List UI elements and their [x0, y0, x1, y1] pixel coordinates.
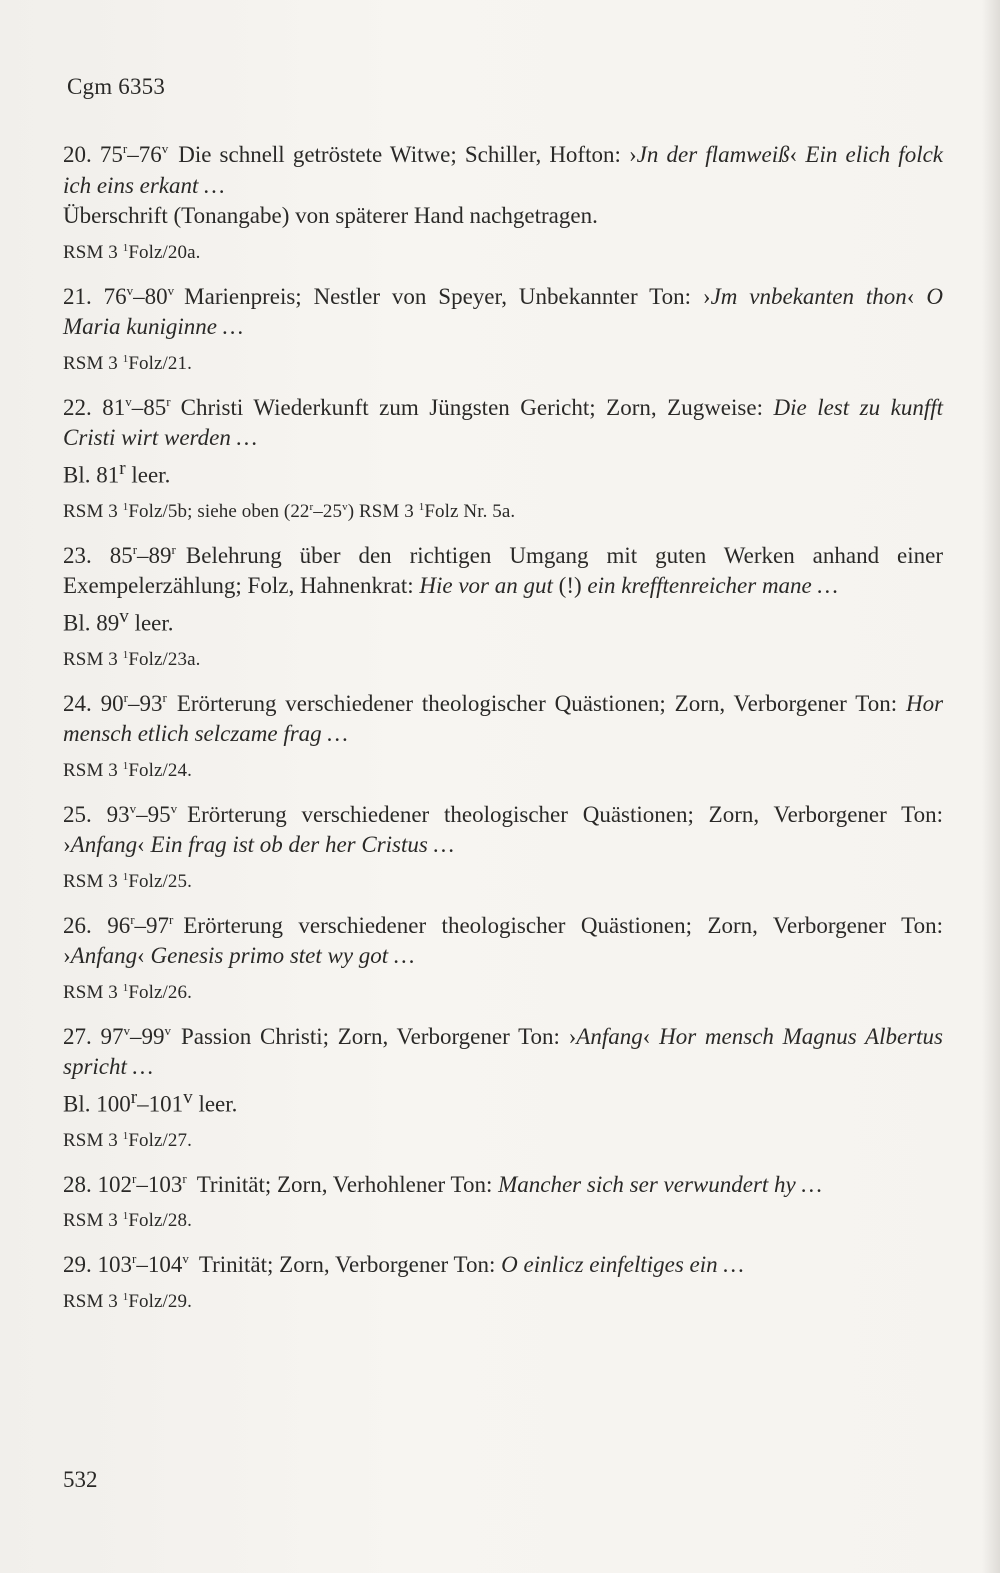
rsm-reference: RSM 3 $^1$Folz/20a. [63, 241, 201, 263]
catalog-entry [63, 689, 943, 784]
page-header: Cgm 6353 [67, 74, 166, 99]
entry-text: Erörterung verschiedener theologischer Quästionen; Zorn, Verborgener Ton: ›Anfang‹ Ein frag ist ob der her Cristus … [63, 801, 944, 858]
entry-text: Marienpreis; Nestler von Speyer, Unbekannter Ton: ›Jm vnbekanten thon‹ O Maria kuniginne … [63, 283, 943, 339]
entry-number: 28. [63, 1171, 98, 1197]
catalog-entry [63, 140, 943, 266]
folio-range: 85$^r$–89$^r$ [109, 541, 176, 568]
folio-range: 96$^r$–97$^r$ [107, 911, 174, 938]
entry-text: Belehrung über den richtigen Umgang mit guten Werken anhand einer Exempelerzählung; Folz, Hahnenkrat: Hie vor an gut (!) ein krefftenreicher mane … [63, 542, 943, 599]
catalog-entry [63, 911, 943, 1006]
rsm-reference: RSM 3 $^1$Folz/5b; siehe oben (22$^r$–25$^v$) RSM 3 $^1$Folz Nr. 5a. [63, 500, 516, 522]
entry-note: Bl. 100$^r$–101$^v$ leer. [63, 1086, 238, 1117]
folio-range: 90$^r$–93$^r$ [100, 689, 167, 716]
entry-text: Erörterung verschiedener theologischer Quästionen; Zorn, Verborgener Ton: ›Anfang‹ Genesis primo stet wy got … [63, 912, 944, 969]
entry-description [63, 282, 943, 343]
entry-note: Bl. 81$^r$ leer. [63, 457, 171, 488]
rsm-reference: RSM 3 $^1$Folz/28. [63, 1210, 192, 1232]
entry-description [63, 1250, 943, 1281]
page-number: 532 [63, 1467, 98, 1492]
entry-text: Erörterung verschiedener theologischer Quästionen; Zorn, Verborgener Ton: Hor mensch etlich selczame frag … [63, 690, 944, 747]
folio-range: 93$^v$–95$^v$ [106, 800, 178, 827]
entry-note: Überschrift (Tonangabe) von späterer Hand nachgetragen. [63, 203, 598, 228]
entry-description [63, 1022, 943, 1083]
rsm-reference: RSM 3 $^1$Folz/29. [63, 1290, 192, 1312]
rsm-reference: RSM 3 $^1$Folz/21. [63, 352, 192, 374]
folio-range: 103$^r$–104$^v$ [97, 1251, 189, 1278]
entry-number: 27. [63, 1023, 101, 1049]
entry-text: Christi Wiederkunft zum Jüngsten Gericht; Zorn, Zugweise: Die lest zu kunfft Cristi wirt werden … [63, 394, 944, 450]
entry-number: 25. [63, 801, 107, 827]
entry-text: Trinität; Zorn, Verhohlener Ton: Mancher sich ser verwundert hy … [196, 1171, 822, 1197]
catalog-entry [63, 800, 943, 895]
entry-description [63, 1170, 943, 1201]
catalog-entry [63, 1250, 943, 1315]
folio-range: 102$^r$–103$^r$ [97, 1170, 187, 1197]
entry-text: Die schnell getröstete Witwe; Schiller, Hofton: ›Jn der flamweiß‹ Ein elich folck ich eins erkant … [63, 142, 944, 198]
rsm-reference: RSM 3 $^1$Folz/27. [63, 1129, 192, 1151]
catalog-entry [63, 541, 943, 673]
rsm-reference: RSM 3 $^1$Folz/25. [63, 870, 192, 892]
folio-range: 97$^v$–99$^v$ [100, 1022, 171, 1049]
entry-description [63, 541, 943, 602]
rsm-reference: RSM 3 $^1$Folz/26. [63, 981, 192, 1003]
entry-number: 26. [63, 912, 108, 938]
catalog-entry [63, 1170, 943, 1235]
folio-range: 76$^v$–80$^v$ [103, 282, 175, 309]
catalog-entry [63, 393, 943, 525]
entry-number: 24. [63, 690, 101, 716]
entry-note: Bl. 89$^v$ leer. [63, 605, 174, 636]
catalog-entry [63, 1022, 943, 1154]
rsm-reference: RSM 3 $^1$Folz/23a. [63, 648, 201, 670]
catalog-entry [63, 282, 943, 377]
entry-description [63, 140, 943, 201]
entry-description [63, 689, 943, 750]
page-edge-shadow [982, 0, 1000, 1573]
entry-number: 20. [63, 142, 100, 167]
folio-range: 81$^v$–85$^r$ [102, 393, 171, 420]
entry-number: 23. [63, 542, 110, 568]
entry-text: Trinität; Zorn, Verborgener Ton: O einlicz einfeltiges ein … [198, 1252, 744, 1278]
entry-number: 29. [63, 1252, 98, 1278]
entry-number: 22. [63, 394, 103, 420]
rsm-reference: RSM 3 $^1$Folz/24. [63, 759, 192, 781]
catalog-entries [63, 140, 943, 1331]
entry-number: 21. [63, 283, 104, 309]
entry-description [63, 800, 943, 861]
folio-range: 75$^r$–76$^v$ [99, 141, 169, 167]
entry-description [63, 393, 943, 454]
entry-text: Passion Christi; Zorn, Verborgener Ton: ›Anfang‹ Hor mensch Magnus Albertus spricht … [63, 1023, 943, 1080]
entry-description [63, 911, 943, 972]
